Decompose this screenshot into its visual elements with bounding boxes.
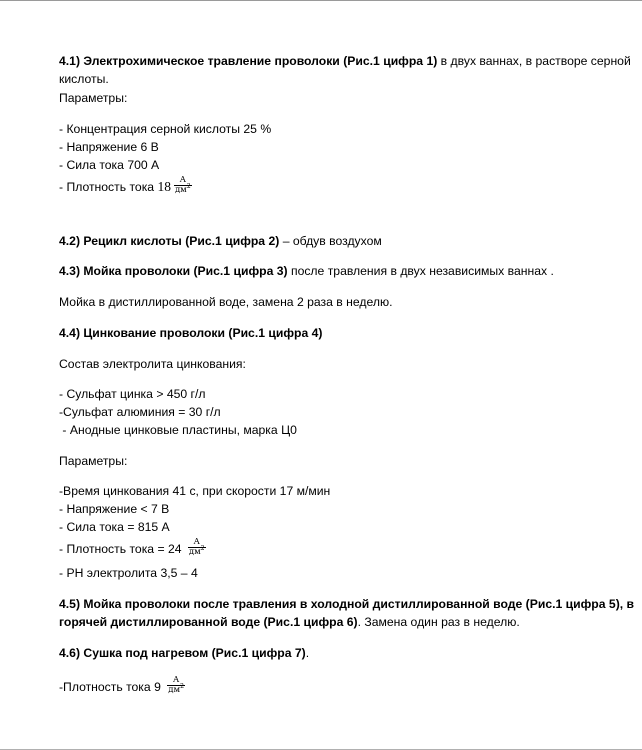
unit-fraction (174, 176, 192, 195)
section-4-1-heading-cont: кислоты. (59, 72, 109, 86)
section-4-2-rest: – обдув воздухом (279, 234, 382, 248)
section-4-5-heading-line2 (59, 613, 520, 631)
section-4-3-text: Мойка в дистиллированной воде, замена 2 раза в неделю. (59, 295, 393, 309)
composition-item: -Сульфат алюминия = 30 г/л (59, 405, 221, 419)
section-4-1-heading: 4.1) Электрохимическое травление проволоки (Рис.1 цифра 1) (59, 54, 438, 68)
unit-denominator: $дм^2$ (168, 683, 184, 696)
section-4-4-heading: 4.4) Цинкование проволоки (Рис.1 цифра 4) (59, 326, 323, 340)
unit-numerator: А (188, 538, 206, 548)
composition-item: - Сульфат цинка > 450 г/л (59, 387, 206, 401)
unit-denominator: $дм^2$ (188, 545, 205, 558)
section-4-1-item: - Сила тока 700 А (59, 158, 160, 172)
density-label: -Плотность тока 9 (59, 680, 165, 694)
density-label: - Плотность тока (59, 180, 158, 194)
section-4-3-heading: 4.3) Мойка проволоки (Рис.1 цифра 3) (59, 264, 288, 278)
unit-denominator: $дм^2$ (174, 183, 191, 196)
section-4-6-heading: 4.6) Сушка под нагревом (Рис.1 цифра 7) (59, 646, 306, 660)
section-4-4-params-label: Параметры: (59, 454, 128, 468)
section-4-3 (59, 262, 554, 280)
section-4-1-current-density (59, 175, 192, 197)
section-4-4-composition-label: Состав электролита цинкования: (59, 357, 246, 371)
section-4-1-item: - Концентрация серной кислоты 25 % (59, 122, 272, 136)
composition-item: - Анодные цинковые пластины, марка Ц0 (59, 423, 297, 437)
density-label: - Плотность тока = 24 (59, 542, 185, 556)
section-4-1-heading-rest: в двух ваннах, в растворе серной (437, 54, 631, 68)
unit-fraction (188, 538, 206, 557)
section-4-1-heading-line (59, 52, 631, 70)
section-4-6-rest: . (305, 646, 310, 660)
section-4-4-current-density (59, 537, 206, 559)
section-4-5-heading2: горячей дистиллированной воде (Рис.1 цифра 6) (59, 615, 358, 629)
param-item: -Время цинкования 41 с, при скорости 17 м/мин (59, 484, 331, 498)
section-4-5-heading-line1: 4.5) Мойка проволоки после травления в холодной дистиллированной воде (Рис.1 цифра 5), в (59, 597, 635, 611)
section-4-6-current-density (59, 675, 185, 697)
section-4-6 (59, 644, 309, 662)
unit-numerator: А (167, 676, 185, 686)
section-4-1-params-label: Параметры: (59, 91, 128, 105)
section-4-1-item: - Напряжение 6 В (59, 140, 159, 154)
param-item-ph: - PH электролита 3,5 – 4 (59, 566, 198, 580)
section-4-5-rest: . Замена один раз в неделю. (357, 615, 520, 629)
density-value: 18 (157, 179, 171, 194)
section-4-3-rest: после травления в двух независимых ваннах . (287, 264, 554, 278)
unit-fraction (167, 676, 185, 695)
unit-numerator: А (174, 176, 192, 186)
param-item: - Напряжение < 7 В (59, 502, 170, 516)
section-4-2-heading: 4.2) Рецикл кислоты (Рис.1 цифра 2) (59, 234, 280, 248)
section-4-2 (59, 232, 382, 250)
param-item: - Сила тока = 815 А (59, 520, 170, 534)
